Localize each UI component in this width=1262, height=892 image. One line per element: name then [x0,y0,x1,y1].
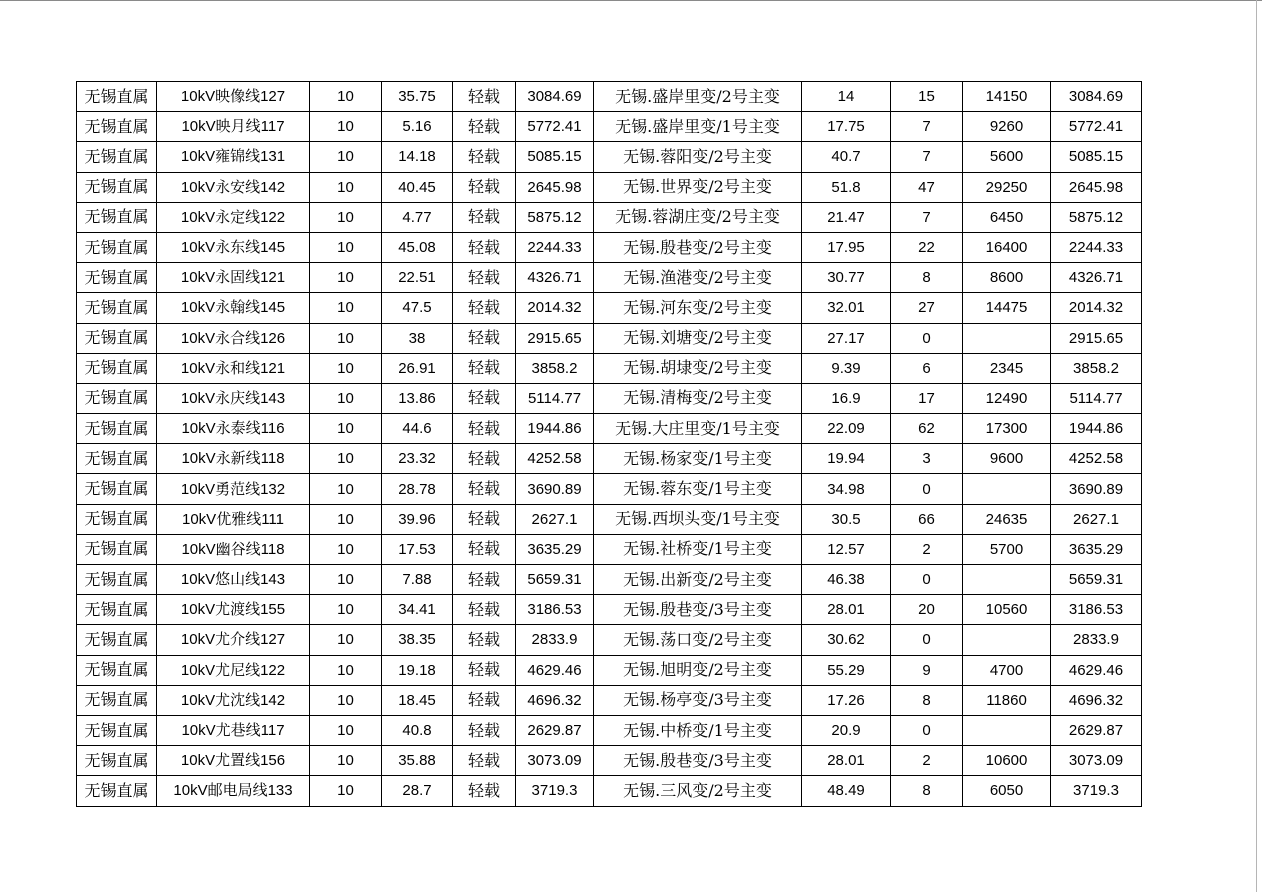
capacity-cell [963,565,1051,595]
voltage-cell: 10 [310,383,382,413]
capacity-cell: 16400 [963,232,1051,262]
substation-transformer-cell: 无锡.清梅变/2号主变 [594,383,802,413]
voltage-cell: 10 [310,414,382,444]
load-status-cell: 轻载 [453,112,516,142]
table-row [77,414,1142,444]
load-rate-cell: 22.51 [382,263,453,293]
voltage-cell: 10 [310,715,382,745]
capacity-cell: 6050 [963,776,1051,806]
substation-transformer-cell: 无锡.大庄里变/1号主变 [594,414,802,444]
open-capacity-cell: 5085.15 [1051,142,1142,172]
load-status-cell: 轻载 [453,172,516,202]
line-name-cell: 10kV尤介线127 [157,625,310,655]
open-capacity-cell: 5659.31 [1051,565,1142,595]
open-capacity-cell: 2645.98 [1051,172,1142,202]
line-name-cell: 10kV永新线118 [157,444,310,474]
unit-cell: 无锡直属 [77,504,157,534]
voltage-cell: 10 [310,655,382,685]
open-capacity-cell: 4629.46 [1051,655,1142,685]
capacity-cell: 11860 [963,685,1051,715]
remaining-capacity-cell: 5085.15 [516,142,594,172]
feeder-load-table [76,81,1142,807]
unit-cell: 无锡直属 [77,776,157,806]
transformer-load-cell: 28.01 [802,746,891,776]
capacity-cell: 24635 [963,504,1051,534]
voltage-cell: 10 [310,82,382,112]
substation-transformer-cell: 无锡.世界变/2号主变 [594,172,802,202]
transformer-load-cell: 22.09 [802,414,891,444]
user-count-cell: 2 [891,746,963,776]
transformer-load-cell: 9.39 [802,353,891,383]
load-status-cell: 轻载 [453,414,516,444]
transformer-load-cell: 12.57 [802,534,891,564]
line-name-cell: 10kV永固线121 [157,263,310,293]
remaining-capacity-cell: 4252.58 [516,444,594,474]
transformer-load-cell: 16.9 [802,383,891,413]
remaining-capacity-cell: 3635.29 [516,534,594,564]
unit-cell: 无锡直属 [77,715,157,745]
table-row [77,82,1142,112]
unit-cell: 无锡直属 [77,565,157,595]
table-row [77,263,1142,293]
line-name-cell: 10kV尤沈线142 [157,685,310,715]
line-name-cell: 10kV尤渡线155 [157,595,310,625]
open-capacity-cell: 4696.32 [1051,685,1142,715]
remaining-capacity-cell: 5114.77 [516,383,594,413]
capacity-cell: 12490 [963,383,1051,413]
voltage-cell: 10 [310,353,382,383]
user-count-cell: 0 [891,565,963,595]
load-rate-cell: 17.53 [382,534,453,564]
table-row [77,776,1142,806]
user-count-cell: 8 [891,776,963,806]
load-status-cell: 轻载 [453,685,516,715]
user-count-cell: 27 [891,293,963,323]
page-right-border [1256,0,1257,892]
line-name-cell: 10kV幽谷线118 [157,534,310,564]
table-row [77,353,1142,383]
load-status-cell: 轻载 [453,263,516,293]
capacity-cell: 10560 [963,595,1051,625]
voltage-cell: 10 [310,232,382,262]
remaining-capacity-cell: 4629.46 [516,655,594,685]
load-status-cell: 轻载 [453,655,516,685]
line-name-cell: 10kV永泰线116 [157,414,310,444]
load-rate-cell: 40.45 [382,172,453,202]
remaining-capacity-cell: 3858.2 [516,353,594,383]
transformer-load-cell: 48.49 [802,776,891,806]
table-row [77,534,1142,564]
load-rate-cell: 45.08 [382,232,453,262]
load-status-cell: 轻载 [453,715,516,745]
voltage-cell: 10 [310,323,382,353]
user-count-cell: 47 [891,172,963,202]
remaining-capacity-cell: 3690.89 [516,474,594,504]
substation-transformer-cell: 无锡.杨家变/1号主变 [594,444,802,474]
remaining-capacity-cell: 2915.65 [516,323,594,353]
transformer-load-cell: 17.95 [802,232,891,262]
page-top-border [0,0,1262,1]
load-rate-cell: 38.35 [382,625,453,655]
open-capacity-cell: 2244.33 [1051,232,1142,262]
voltage-cell: 10 [310,142,382,172]
unit-cell: 无锡直属 [77,655,157,685]
capacity-cell [963,323,1051,353]
substation-transformer-cell: 无锡.胡埭变/2号主变 [594,353,802,383]
remaining-capacity-cell: 2627.1 [516,504,594,534]
remaining-capacity-cell: 4696.32 [516,685,594,715]
open-capacity-cell: 3084.69 [1051,82,1142,112]
open-capacity-cell: 3186.53 [1051,595,1142,625]
table-row [77,112,1142,142]
table-row [77,565,1142,595]
load-rate-cell: 40.8 [382,715,453,745]
user-count-cell: 0 [891,625,963,655]
voltage-cell: 10 [310,565,382,595]
unit-cell: 无锡直属 [77,112,157,142]
remaining-capacity-cell: 3073.09 [516,746,594,776]
table-row [77,655,1142,685]
open-capacity-cell: 2627.1 [1051,504,1142,534]
remaining-capacity-cell: 2244.33 [516,232,594,262]
substation-transformer-cell: 无锡.西坝头变/1号主变 [594,504,802,534]
line-name-cell: 10kV永翰线145 [157,293,310,323]
remaining-capacity-cell: 5659.31 [516,565,594,595]
open-capacity-cell: 2629.87 [1051,715,1142,745]
substation-transformer-cell: 无锡.蓉湖庄变/2号主变 [594,202,802,232]
substation-transformer-cell: 无锡.旭明变/2号主变 [594,655,802,685]
unit-cell: 无锡直属 [77,202,157,232]
capacity-cell: 10600 [963,746,1051,776]
user-count-cell: 0 [891,323,963,353]
open-capacity-cell: 2915.65 [1051,323,1142,353]
transformer-load-cell: 55.29 [802,655,891,685]
load-status-cell: 轻载 [453,232,516,262]
user-count-cell: 8 [891,685,963,715]
transformer-load-cell: 32.01 [802,293,891,323]
unit-cell: 无锡直属 [77,172,157,202]
substation-transformer-cell: 无锡.殷巷变/3号主变 [594,746,802,776]
substation-transformer-cell: 无锡.渔港变/2号主变 [594,263,802,293]
unit-cell: 无锡直属 [77,323,157,353]
load-rate-cell: 18.45 [382,685,453,715]
unit-cell: 无锡直属 [77,625,157,655]
user-count-cell: 22 [891,232,963,262]
transformer-load-cell: 27.17 [802,323,891,353]
capacity-cell: 2345 [963,353,1051,383]
open-capacity-cell: 3719.3 [1051,776,1142,806]
table-row [77,625,1142,655]
load-rate-cell: 5.16 [382,112,453,142]
load-status-cell: 轻载 [453,565,516,595]
load-rate-cell: 47.5 [382,293,453,323]
table-row [77,172,1142,202]
line-name-cell: 10kV永合线126 [157,323,310,353]
open-capacity-cell: 2833.9 [1051,625,1142,655]
table-row [77,293,1142,323]
unit-cell: 无锡直属 [77,293,157,323]
voltage-cell: 10 [310,202,382,232]
table-row [77,383,1142,413]
voltage-cell: 10 [310,444,382,474]
table-row [77,232,1142,262]
transformer-load-cell: 30.77 [802,263,891,293]
user-count-cell: 7 [891,142,963,172]
user-count-cell: 17 [891,383,963,413]
voltage-cell: 10 [310,172,382,202]
remaining-capacity-cell: 5772.41 [516,112,594,142]
user-count-cell: 7 [891,112,963,142]
voltage-cell: 10 [310,112,382,142]
table-row [77,474,1142,504]
load-status-cell: 轻载 [453,776,516,806]
line-name-cell: 10kV尤巷线117 [157,715,310,745]
open-capacity-cell: 1944.86 [1051,414,1142,444]
load-rate-cell: 44.6 [382,414,453,444]
substation-transformer-cell: 无锡.河东变/2号主变 [594,293,802,323]
user-count-cell: 8 [891,263,963,293]
load-status-cell: 轻载 [453,595,516,625]
load-status-cell: 轻载 [453,746,516,776]
substation-transformer-cell: 无锡.出新变/2号主变 [594,565,802,595]
substation-transformer-cell: 无锡.杨亭变/3号主变 [594,685,802,715]
load-status-cell: 轻载 [453,82,516,112]
voltage-cell: 10 [310,746,382,776]
transformer-load-cell: 46.38 [802,565,891,595]
line-name-cell: 10kV映月线117 [157,112,310,142]
user-count-cell: 62 [891,414,963,444]
substation-transformer-cell: 无锡.殷巷变/2号主变 [594,232,802,262]
line-name-cell: 10kV映像线127 [157,82,310,112]
voltage-cell: 10 [310,263,382,293]
substation-transformer-cell: 无锡.盛岸里变/2号主变 [594,82,802,112]
line-name-cell: 10kV尤尼线122 [157,655,310,685]
table-body [77,82,1142,807]
remaining-capacity-cell: 3084.69 [516,82,594,112]
open-capacity-cell: 5772.41 [1051,112,1142,142]
capacity-cell [963,715,1051,745]
unit-cell: 无锡直属 [77,142,157,172]
load-status-cell: 轻载 [453,323,516,353]
remaining-capacity-cell: 2645.98 [516,172,594,202]
substation-transformer-cell: 无锡.荡口变/2号主变 [594,625,802,655]
load-status-cell: 轻载 [453,474,516,504]
user-count-cell: 9 [891,655,963,685]
substation-transformer-cell: 无锡.社桥变/1号主变 [594,534,802,564]
line-name-cell: 10kV永定线122 [157,202,310,232]
open-capacity-cell: 3635.29 [1051,534,1142,564]
load-status-cell: 轻载 [453,202,516,232]
unit-cell: 无锡直属 [77,263,157,293]
line-name-cell: 10kV悠山线143 [157,565,310,595]
user-count-cell: 15 [891,82,963,112]
substation-transformer-cell: 无锡.殷巷变/3号主变 [594,595,802,625]
capacity-cell [963,625,1051,655]
transformer-load-cell: 30.5 [802,504,891,534]
load-status-cell: 轻载 [453,353,516,383]
line-name-cell: 10kV优雅线111 [157,504,310,534]
remaining-capacity-cell: 3719.3 [516,776,594,806]
substation-transformer-cell: 无锡.盛岸里变/1号主变 [594,112,802,142]
unit-cell: 无锡直属 [77,414,157,444]
capacity-cell: 14150 [963,82,1051,112]
load-status-cell: 轻载 [453,142,516,172]
table-row [77,715,1142,745]
user-count-cell: 66 [891,504,963,534]
transformer-load-cell: 20.9 [802,715,891,745]
unit-cell: 无锡直属 [77,82,157,112]
substation-transformer-cell: 无锡.蓉东变/1号主变 [594,474,802,504]
table-row [77,323,1142,353]
remaining-capacity-cell: 4326.71 [516,263,594,293]
unit-cell: 无锡直属 [77,746,157,776]
open-capacity-cell: 4252.58 [1051,444,1142,474]
load-status-cell: 轻载 [453,625,516,655]
load-rate-cell: 39.96 [382,504,453,534]
unit-cell: 无锡直属 [77,383,157,413]
voltage-cell: 10 [310,776,382,806]
transformer-load-cell: 14 [802,82,891,112]
capacity-cell: 8600 [963,263,1051,293]
line-name-cell: 10kV勇范线132 [157,474,310,504]
capacity-cell: 6450 [963,202,1051,232]
transformer-load-cell: 21.47 [802,202,891,232]
line-name-cell: 10kV尤置线156 [157,746,310,776]
user-count-cell: 6 [891,353,963,383]
user-count-cell: 7 [891,202,963,232]
capacity-cell: 17300 [963,414,1051,444]
remaining-capacity-cell: 1944.86 [516,414,594,444]
open-capacity-cell: 3073.09 [1051,746,1142,776]
voltage-cell: 10 [310,685,382,715]
capacity-cell: 5600 [963,142,1051,172]
load-rate-cell: 26.91 [382,353,453,383]
line-name-cell: 10kV永东线145 [157,232,310,262]
load-rate-cell: 19.18 [382,655,453,685]
load-status-cell: 轻载 [453,534,516,564]
open-capacity-cell: 3858.2 [1051,353,1142,383]
transformer-load-cell: 19.94 [802,444,891,474]
remaining-capacity-cell: 5875.12 [516,202,594,232]
capacity-cell: 29250 [963,172,1051,202]
voltage-cell: 10 [310,293,382,323]
load-status-cell: 轻载 [453,504,516,534]
capacity-cell: 9260 [963,112,1051,142]
remaining-capacity-cell: 3186.53 [516,595,594,625]
load-rate-cell: 14.18 [382,142,453,172]
transformer-load-cell: 28.01 [802,595,891,625]
user-count-cell: 3 [891,444,963,474]
line-name-cell: 10kV永和线121 [157,353,310,383]
load-rate-cell: 35.75 [382,82,453,112]
voltage-cell: 10 [310,504,382,534]
open-capacity-cell: 4326.71 [1051,263,1142,293]
user-count-cell: 0 [891,715,963,745]
load-status-cell: 轻载 [453,383,516,413]
load-rate-cell: 23.32 [382,444,453,474]
unit-cell: 无锡直属 [77,474,157,504]
line-name-cell: 10kV永安线142 [157,172,310,202]
voltage-cell: 10 [310,474,382,504]
load-rate-cell: 13.86 [382,383,453,413]
user-count-cell: 0 [891,474,963,504]
transformer-load-cell: 17.26 [802,685,891,715]
load-status-cell: 轻载 [453,444,516,474]
remaining-capacity-cell: 2014.32 [516,293,594,323]
transformer-load-cell: 51.8 [802,172,891,202]
unit-cell: 无锡直属 [77,232,157,262]
unit-cell: 无锡直属 [77,353,157,383]
load-rate-cell: 4.77 [382,202,453,232]
substation-transformer-cell: 无锡.中桥变/1号主变 [594,715,802,745]
load-status-cell: 轻载 [453,293,516,323]
load-rate-cell: 28.78 [382,474,453,504]
table-row [77,685,1142,715]
voltage-cell: 10 [310,534,382,564]
unit-cell: 无锡直属 [77,444,157,474]
voltage-cell: 10 [310,595,382,625]
table-row [77,202,1142,232]
open-capacity-cell: 2014.32 [1051,293,1142,323]
open-capacity-cell: 3690.89 [1051,474,1142,504]
line-name-cell: 10kV雍锦线131 [157,142,310,172]
table-row [77,444,1142,474]
table-row [77,142,1142,172]
voltage-cell: 10 [310,625,382,655]
capacity-cell: 4700 [963,655,1051,685]
line-name-cell: 10kV邮电局线133 [157,776,310,806]
user-count-cell: 20 [891,595,963,625]
table-row [77,746,1142,776]
load-rate-cell: 35.88 [382,746,453,776]
substation-transformer-cell: 无锡.刘塘变/2号主变 [594,323,802,353]
open-capacity-cell: 5114.77 [1051,383,1142,413]
table-row [77,595,1142,625]
unit-cell: 无锡直属 [77,685,157,715]
remaining-capacity-cell: 2833.9 [516,625,594,655]
table-row [77,504,1142,534]
user-count-cell: 2 [891,534,963,564]
remaining-capacity-cell: 2629.87 [516,715,594,745]
transformer-load-cell: 17.75 [802,112,891,142]
capacity-cell: 9600 [963,444,1051,474]
open-capacity-cell: 5875.12 [1051,202,1142,232]
substation-transformer-cell: 无锡.三风变/2号主变 [594,776,802,806]
capacity-cell [963,474,1051,504]
load-rate-cell: 38 [382,323,453,353]
unit-cell: 无锡直属 [77,595,157,625]
substation-transformer-cell: 无锡.蓉阳变/2号主变 [594,142,802,172]
transformer-load-cell: 34.98 [802,474,891,504]
transformer-load-cell: 40.7 [802,142,891,172]
transformer-load-cell: 30.62 [802,625,891,655]
capacity-cell: 14475 [963,293,1051,323]
load-rate-cell: 34.41 [382,595,453,625]
line-name-cell: 10kV永庆线143 [157,383,310,413]
load-rate-cell: 7.88 [382,565,453,595]
unit-cell: 无锡直属 [77,534,157,564]
load-rate-cell: 28.7 [382,776,453,806]
capacity-cell: 5700 [963,534,1051,564]
